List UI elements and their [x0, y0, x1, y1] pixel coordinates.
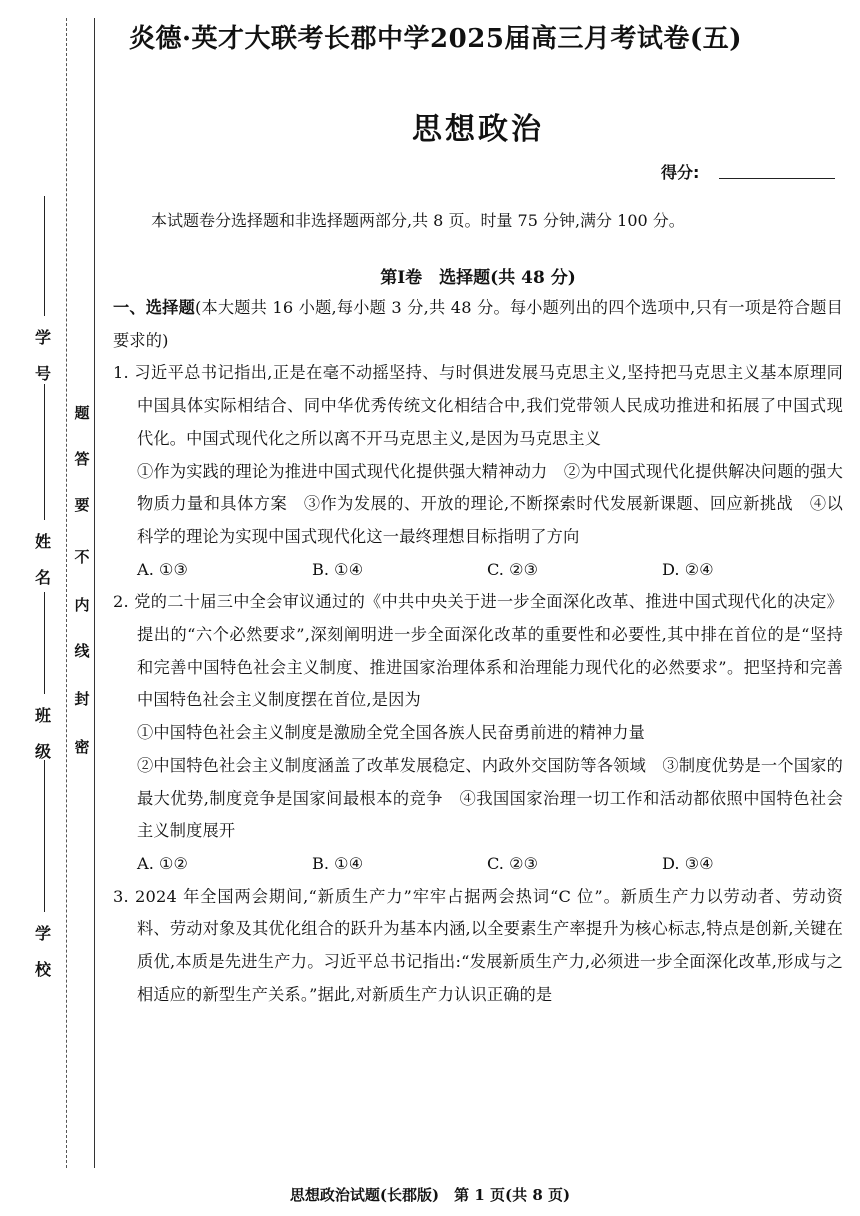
option-d: D. ③④	[662, 853, 714, 873]
option-c: C. ②③	[487, 559, 539, 579]
student-class-blank[interactable]	[44, 592, 45, 694]
question-1-stem: 1. 习近平总书记指出,正是在毫不动摇坚持、与时俱进发展马克思主义,坚持把马克思主义基本原理同中国具体实际相结合、同中华优秀传统文化相结合中,我们党带领人民成功推进和拓展了中国式现代化。中国式现代化之所以离不开马克思主义,是因为马克思主义	[113, 363, 843, 448]
score-label: 得分:	[661, 163, 700, 182]
student-id-blank[interactable]	[44, 196, 45, 316]
score-blank[interactable]	[719, 178, 835, 179]
seal-char: 封	[74, 690, 90, 708]
question-1-statements: ①作为实践的理论为推进中国式现代化提供强大精神动力 ②为中国式现代化提供解决问题的强大物质力量和具体方案 ③作为发展的、开放的理论,不断探索时代发展新课题、回应新挑战 ④以科学的理论为实现中国式现代化这一最终理想目标指明了方向	[137, 461, 843, 546]
option-b: B. ①④	[312, 853, 364, 873]
student-school-blank[interactable]	[44, 760, 45, 912]
question-2-options	[113, 848, 843, 881]
seal-char: 要	[74, 496, 90, 514]
student-id-field	[28, 196, 58, 392]
seal-char: 密	[74, 738, 90, 756]
field-label-char: 班	[34, 706, 51, 725]
section-head: 一、选择题	[113, 298, 195, 317]
field-label-char: 学	[34, 328, 51, 347]
question-2-statement-1: ①中国特色社会主义制度是激励全党全国各族人民奋勇前进的精神力量	[137, 723, 646, 743]
field-label-char: 姓	[34, 532, 51, 551]
seal-char: 线	[74, 642, 90, 660]
option-a: A. ①②	[137, 853, 189, 873]
student-class-field	[28, 592, 58, 770]
seal-char: 题	[74, 404, 90, 422]
student-name-field	[28, 384, 58, 596]
student-name-blank[interactable]	[44, 384, 45, 520]
option-b: B. ①④	[312, 559, 364, 579]
exam-intro: 本试题卷分选择题和非选择题两部分,共 8 页。时量 75 分钟,满分 100 分。	[151, 211, 685, 230]
field-label-char: 学	[34, 924, 51, 943]
questions-body	[113, 292, 843, 1011]
field-label-char: 名	[34, 568, 51, 587]
option-a: A. ①③	[137, 559, 189, 579]
part-title: 第Ⅰ卷 选择题(共 48 分)	[380, 268, 576, 288]
option-c: C. ②③	[487, 853, 539, 873]
exam-header-title: 炎德·英才大联考长郡中学2025届高三月考试卷(五)	[129, 24, 743, 54]
field-label-char: 级	[34, 742, 51, 761]
subject-title: 思想政治	[412, 112, 544, 147]
field-label-char: 号	[34, 364, 51, 383]
question-2-stem: 2. 党的二十届三中全会审议通过的《中共中央关于进一步全面深化改革、推进中国式现代化的决定》提出的“六个必然要求”,深刻阐明进一步全面深化改革的重要性和必要性,其中排在首位的是“坚持和完善中国特色社会主义制度、推进国家治理体系和治理能力现代化的必然要求”。把坚持和完善中国特色社会主义制度摆在首位,是因为	[113, 592, 843, 710]
section-note: (本大题共 16 小题,每小题 3 分,共 48 分。每小题列出的四个选项中,只有一项是符合题目要求的)	[113, 298, 844, 350]
seal-char: 答	[74, 450, 90, 468]
option-d: D. ②④	[662, 559, 714, 579]
seal-char: 不	[74, 548, 90, 566]
page-footer: 思想政治试题(长郡版) 第 1 页(共 8 页)	[289, 1186, 571, 1204]
cut-line-dashed	[66, 18, 67, 1168]
seal-char: 内	[74, 596, 90, 614]
question-3-stem: 3. 2024 年全国两会期间,“新质生产力”牢牢占据两会热词“C 位”。新质生产力以劳动者、劳动资料、劳动对象及其优化组合的跃升为基本内涵,以全要素生产率提升为核心标志,特点是创新,关键在质优,本质是先进生产力。习近平总书记指出:“发展新质生产力,必须进一步全面深化改革,形成与之相适应的新型生产关系。”据此,对新质生产力认识正确的是	[113, 886, 843, 1004]
question-1-options	[113, 554, 843, 587]
binding-margin	[0, 0, 100, 1216]
question-2-statements: ②中国特色社会主义制度涵盖了改革发展稳定、内政外交国防等各领域 ③制度优势是一个国家的最大优势,制度竞争是国家间最根本的竞争 ④我国国家治理一切工作和活动都依照中国特色社会主义制度展开	[137, 755, 843, 841]
student-school-field	[28, 760, 58, 988]
section-instructions	[113, 292, 843, 357]
seal-line	[94, 18, 95, 1168]
field-label-char: 校	[34, 960, 51, 979]
